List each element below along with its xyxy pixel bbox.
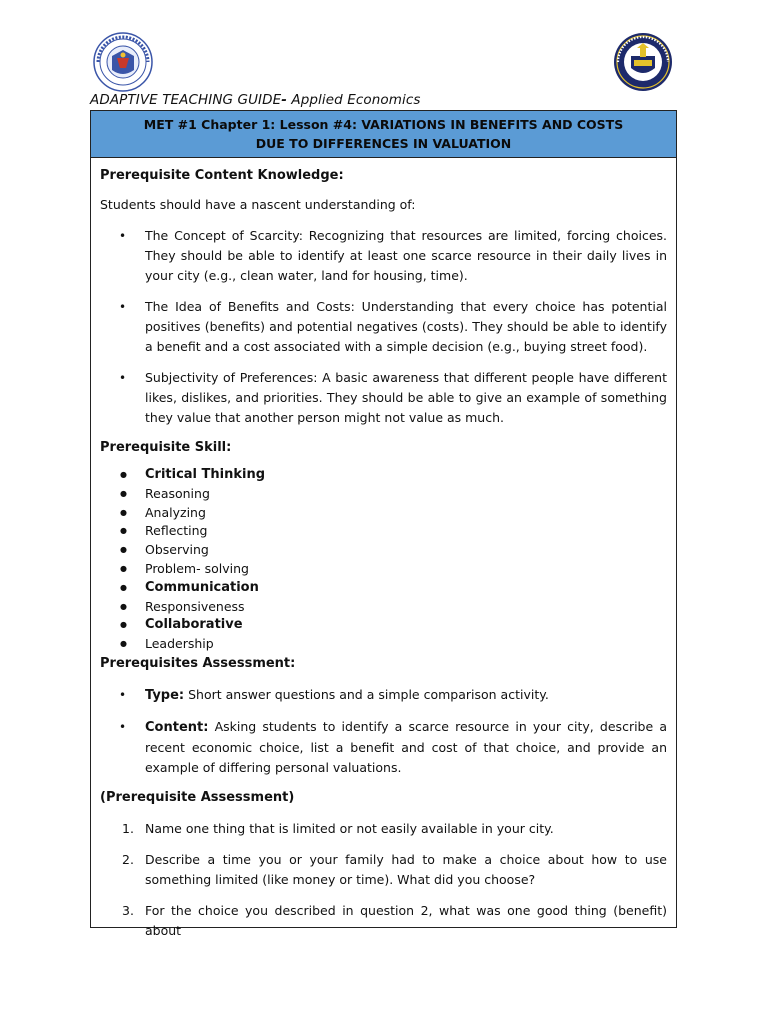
skill-item: ● Reflecting (100, 522, 667, 541)
skill-item: ● Responsiveness (100, 598, 667, 617)
list-item: • The Idea of Benefits and Costs: Understanding that every choice has potential positives (benefits) and potential negatives (costs). They should be able to identify a benefit and a cost associated with a simple decision (e.g., buying street food). (100, 297, 667, 357)
assessment-questions (100, 819, 667, 941)
question-number: 1. (122, 820, 134, 836)
lesson-title-line1: MET #1 Chapter 1: Lesson #4: VARIATIONS IN BENEFITS AND COSTS (143, 117, 624, 132)
prereq-skill-heading: Prerequisite Skill: (100, 440, 232, 455)
prereq-content-heading: Prerequisite Content Knowledge: (100, 168, 344, 183)
skill-item: ● Communication (100, 579, 667, 598)
question-text: Describe a time you or your family had to make a choice about how to use something limited (like money or time). What did you choose? (145, 851, 667, 887)
skill-item: ● Problem- solving (100, 560, 667, 579)
question-item (100, 850, 667, 890)
prereq-assessment-list (100, 685, 667, 778)
lesson-title-line2: DUE TO DIFFERENCES IN VALUATION (255, 136, 512, 151)
document-title: ADAPTIVE TEACHING GUIDE- Applied Economics (90, 92, 421, 108)
type-text: Short answer questions and a simple comparison activity. (184, 686, 549, 702)
skill-item: ● Analyzing (100, 504, 667, 523)
deped-seal-icon (90, 32, 156, 92)
skill-item: ● Observing (100, 541, 667, 560)
skill-item: ● Reasoning (100, 485, 667, 504)
list-item: • Subjectivity of Preferences: A basic awareness that different people have different likes, dislikes, and priorities. They should be able to give an example of something they value that another person might not value as much. (100, 368, 667, 428)
list-item (100, 685, 667, 706)
school-seal-icon (610, 32, 676, 92)
lesson-content (91, 158, 676, 941)
lesson-frame (90, 110, 677, 938)
type-label: Type: (145, 687, 185, 703)
content-label: Content: (145, 719, 209, 735)
prereq-assessment-heading: Prerequisites Assessment: (100, 655, 296, 671)
question-item (100, 819, 667, 839)
question-number: 3. (122, 902, 134, 918)
lesson-banner (91, 111, 676, 158)
list-item: • The Concept of Scarcity: Recognizing that resources are limited, forcing choices. They should be able to identify at least one scarce resource in their daily lives in your city (e.g., clean water, land for housing, time). (100, 226, 667, 286)
skill-item: ● Collaborative (100, 616, 667, 635)
prereq-content-list (100, 226, 667, 428)
skill-item: ● Critical Thinking (100, 466, 667, 485)
question-text: Name one thing that is limited or not easily available in your city. (145, 820, 554, 836)
list-item (100, 717, 667, 778)
question-item (100, 901, 667, 941)
assessment-heading: (Prerequisite Assessment) (100, 789, 295, 805)
question-text: For the choice you described in question 2, what was one good thing (benefit) about (145, 902, 667, 938)
prereq-skill-list (100, 466, 667, 654)
question-number: 2. (122, 851, 134, 867)
content-text: Asking students to identify a scarce resource in your city, describe a recent economic choice, list a benefit and cost of that choice, and provide an example of differing personal valuations. (145, 718, 667, 775)
skill-item: ● Leadership (100, 635, 667, 654)
prereq-content-intro: Students should have a nascent understanding of: (100, 197, 416, 212)
